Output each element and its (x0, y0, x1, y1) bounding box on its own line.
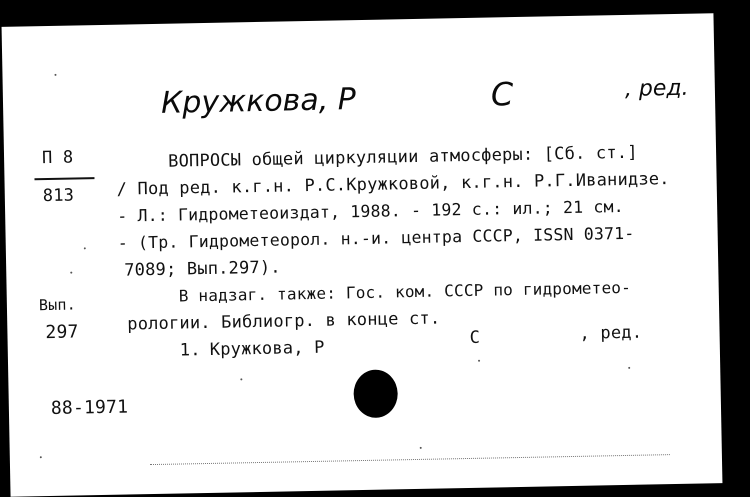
scan-speck (40, 456, 42, 458)
scan-border (718, 0, 750, 494)
note-line-2: рологии. Библиогр. в конце ст. (127, 308, 441, 335)
note-line-1: В надзаг. также: Гос. ком. СССР по гидрометео- (178, 277, 632, 306)
tracing-name: Кружкова, Р (209, 337, 325, 360)
card-number: 88-1971 (50, 396, 129, 419)
shelf-mark-top: П 8 (41, 147, 74, 169)
bottom-rule (150, 454, 670, 466)
scan-speck (628, 367, 630, 369)
volume-number: 297 (45, 321, 79, 344)
shelf-mark-bottom: 813 (42, 185, 75, 207)
volume-label: Вып. (38, 295, 77, 315)
handwritten-author: Кружкова, Р (160, 82, 357, 121)
tracing-role: , ред. (579, 322, 643, 344)
series-continuation-line: 7089; Вып.297). (124, 257, 281, 281)
series-line: - (Тр. Гидрометеорол. н.-и. центра СССР, ISSN 0371- (117, 223, 635, 253)
scan-speck (54, 74, 56, 76)
editor-line: / Под ред. к.г.н. Р.С.Кружковой, к.г.н. Р.Г.Иванидзе. (116, 169, 670, 200)
catalog-card (2, 13, 723, 497)
tracing-initial: С (469, 327, 481, 348)
title-line: ВОПРОСЫ общей циркуляции атмосферы: [Сб. ст.] (167, 142, 638, 172)
publisher-line: - Л.: Гидрометеоиздат, 1988. - 192 с.: ил.; 21 см. (117, 196, 625, 226)
shelf-mark-rule (34, 177, 94, 180)
scan-speck (420, 447, 422, 449)
tracing-number: 1. (179, 340, 201, 361)
scan-speck (240, 378, 242, 380)
handwritten-initial: С (490, 75, 514, 114)
scan-speck (70, 272, 72, 274)
scan-speck (478, 360, 480, 362)
scan-speck (84, 247, 86, 249)
handwritten-role: , ред. (624, 75, 689, 102)
punch-hole (353, 369, 398, 418)
